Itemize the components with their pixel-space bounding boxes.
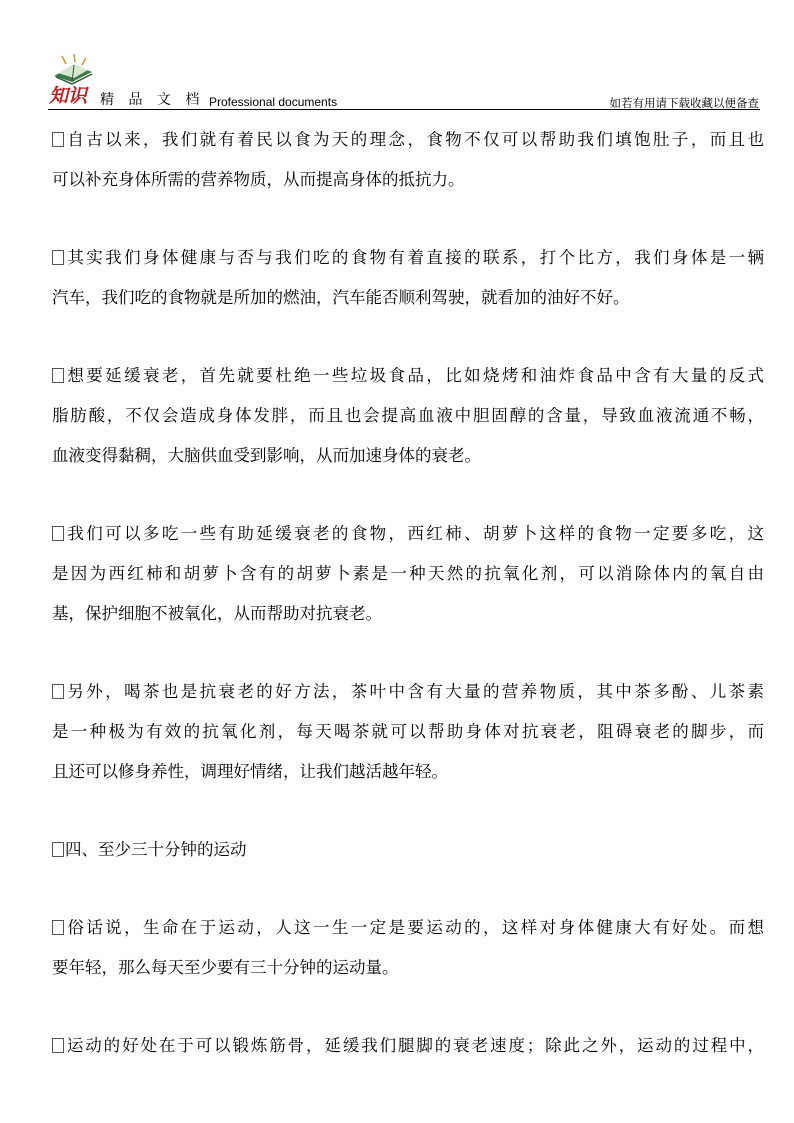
paragraph-line (52, 1026, 764, 1066)
line-text: 血液变得黏稠，大脑供血受到影响，从而加速身体的衰老。 (52, 446, 481, 465)
missing-glyph-box (52, 526, 64, 541)
paragraph-line (52, 752, 764, 792)
line-text: 要年轻，那么每天至少要有三十分钟的运动量。 (52, 958, 399, 977)
header-subtitle: Professional documents (209, 95, 338, 109)
line-text: 自古以来，我们就有着民以食为天的理念，食物不仅可以帮助我们填饱肚子，而且也 (65, 130, 764, 149)
paragraph-gap (52, 634, 764, 672)
missing-glyph-box (52, 920, 64, 935)
paragraph-gap (52, 988, 764, 1026)
paragraph-1 (52, 120, 764, 200)
knowledge-book-logo (48, 52, 102, 106)
header-rule (48, 109, 760, 110)
paragraph-line (52, 712, 764, 752)
line-text: 是一种极为有效的抗氧化剂，每天喝茶就可以帮助身体对抗衰老，阻碍衰老的脚步，而 (52, 722, 764, 741)
line-text: 汽车，我们吃的食物就是所加的燃油，汽车能否顺利驾驶，就看加的油好不好。 (52, 288, 630, 307)
line-text: 是因为西红柿和胡萝卜含有的胡萝卜素是一种天然的抗氧化剂，可以消除体内的氧自由 (52, 564, 764, 583)
line-text: 想要延缓衰老，首先就要杜绝一些垃圾食品，比如烧烤和油炸食品中含有大量的反式 (65, 366, 764, 385)
missing-glyph-box (52, 842, 64, 857)
line-text: 脂肪酸，不仅会造成身体发胖，而且也会提高血液中胆固醇的含量，导致血液流通不畅， (52, 406, 764, 425)
paragraph-line (52, 396, 764, 436)
paragraph-line (52, 908, 764, 948)
section-heading (52, 830, 764, 870)
paragraph-7 (52, 908, 764, 988)
paragraph-line (52, 554, 764, 594)
paragraph-4 (52, 514, 764, 634)
paragraph-line (52, 594, 764, 634)
line-text: 另外，喝茶也是抗衰老的好方法，茶叶中含有大量的营养物质，其中茶多酚、儿茶素 (65, 682, 764, 701)
paragraph-line (52, 948, 764, 988)
paragraph-line (52, 120, 764, 160)
paragraph-line (52, 160, 764, 200)
paragraph-5 (52, 672, 764, 792)
line-text: 其实我们身体健康与否与我们吃的食物有着直接的联系，打个比方，我们身体是一辆 (65, 248, 764, 267)
line-text: 我们可以多吃一些有助延缓衰老的食物，西红柿、胡萝卜这样的食物一定要多吃，这 (65, 524, 764, 543)
missing-glyph-box (52, 132, 64, 147)
paragraph-3 (52, 356, 764, 476)
paragraph-line (52, 672, 764, 712)
paragraph-line (52, 356, 764, 396)
paragraph-gap (52, 200, 764, 238)
paragraph-line (52, 514, 764, 554)
paragraph-2 (52, 238, 764, 318)
line-text: 可以补充身体所需的营养物质，从而提高身体的抵抗力。 (52, 170, 465, 189)
page-header (48, 52, 760, 110)
missing-glyph-box (52, 368, 64, 383)
paragraph-line (52, 238, 764, 278)
svg-text:知识: 知识 (49, 85, 88, 106)
line-text: 运动的好处在于可以锻炼筋骨，延缓我们腿脚的衰老速度；除此之外，运动的过程中， (65, 1036, 764, 1055)
paragraph-line (52, 830, 764, 870)
line-text: 俗话说，生命在于运动，人这一生一定是要运动的，这样对身体健康大有好处。而想 (65, 918, 764, 937)
paragraph-line (52, 436, 764, 476)
line-text: 且还可以修身养性，调理好情绪，让我们越活越年轻。 (52, 762, 448, 781)
paragraph-gap (52, 792, 764, 830)
missing-glyph-box (52, 250, 64, 265)
header-note: 如若有用请下载收藏以便备查 (609, 96, 759, 110)
line-text: 四、至少三十分钟的运动 (65, 840, 247, 859)
paragraph-gap (52, 318, 764, 356)
paragraph-8 (52, 1026, 764, 1066)
missing-glyph-box (52, 1038, 64, 1053)
document-body (52, 120, 764, 1066)
paragraph-gap (52, 870, 764, 908)
paragraph-line (52, 278, 764, 318)
missing-glyph-box (52, 684, 64, 699)
paragraph-gap (52, 476, 764, 514)
header-title: 精 品 文 档 (100, 92, 205, 108)
line-text: 基，保护细胞不被氧化，从而帮助对抗衰老。 (52, 604, 382, 623)
